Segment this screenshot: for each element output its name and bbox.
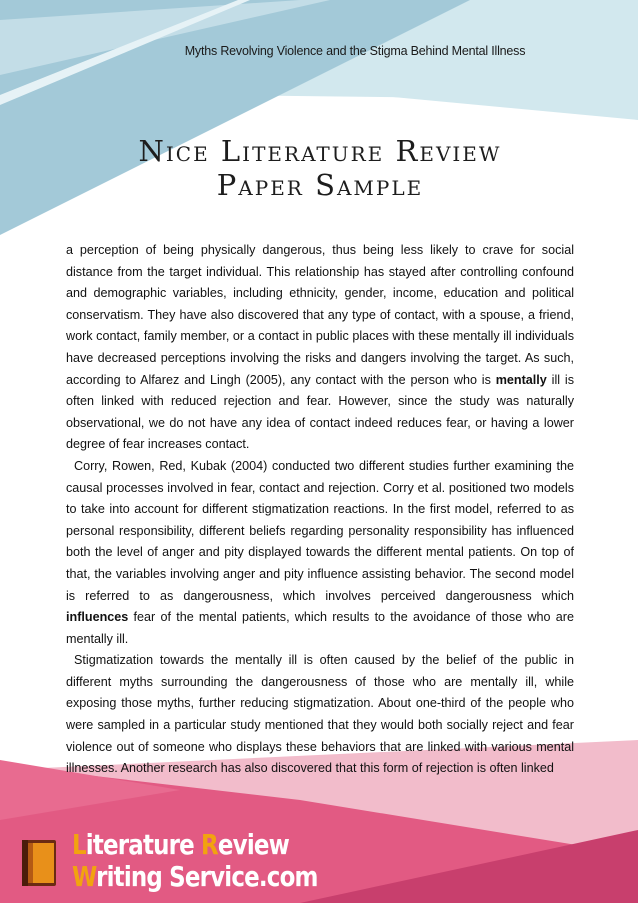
paragraph-1: a perception of being physically dangerous, thus being less likely to crave for social distance from the target individual. This relationship has stayed after controlling confound and demographic variables, including ethnicity, gender, income, education and political conservatism. They have also discovered that any type of contact, with a spouse, a friend, work contact, family member, or a contact in public places with these mentally ill individuals have decreased perceptions involving the risks and dangers involving the target. As such, according to Alfarez and Lingh (2005), any contact with the person who is mentally ill is often linked with reduced rejection and fear. However, since the study was naturally observational, we do not have any idea of contact indeed reduces fear, or having a lower degree of fear increases contact. [66,243,574,452]
site-logo[interactable] [22,830,322,894]
logo-line-2: Writing Service.com [72,860,318,893]
page-title [60,134,580,202]
bold-word-influences: influences [66,610,129,625]
book-icon [22,840,56,886]
logo-line-1: Literature Review [72,828,290,861]
paragraph-3: Stigmatization towards the mentally ill is often caused by the belief of the public in different myths surrounding the dangerousness of those who are mentally ill, while exposing those myths, further reducing stigmatization. About one-third of the people who were sampled in a particular study mentioned that they would both socially reject and fear violence out of someone who displays these behaviors that are linked with various mental illnesses. Another research has also discovered that this form of rejection is often linked [66,653,574,776]
page-title-line2: Paper Sample [216,168,424,202]
paragraph-2: Corry, Rowen, Red, Kubak (2004) conducted two different studies further examining the causal processes involved in fear, contact and rejection. Corry et al. positioned two models to take into account for different stigmatization reactions. In the first model, referred to as personal responsibility, different beliefs regarding personality responsibility has influenced both the level of anger and pity displayed towards the different mental patients. On top of that, the variables involving anger and pity influence assisting behavior. The second model is referred to as dangerousness, which involves perceived dangerousness which influences fear of the mental patients, which results to the avoidance of those who are mentally ill. [66,458,574,646]
bold-word-mentally: mentally [495,372,547,387]
article-body [66,240,574,780]
page-title-line1: Nice Literature Review [138,134,502,168]
header-title: Myths Revolving Violence and the Stigma Behind Mental Illness [184,44,526,58]
